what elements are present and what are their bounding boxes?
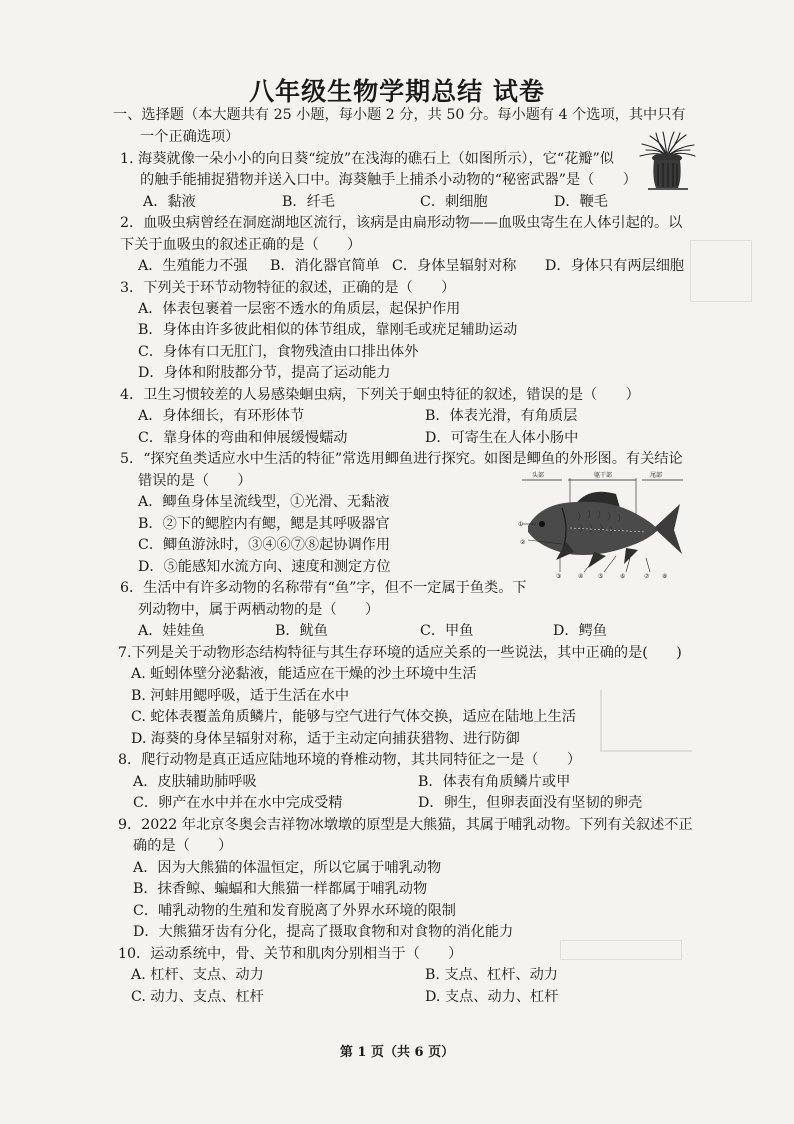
- bleed-through-table: [560, 940, 682, 960]
- question-4-option-b: B．体表光滑，有角质层: [425, 408, 578, 424]
- question-2-option-a: A．生殖能力不强: [138, 258, 248, 274]
- fish-label-trunk: 躯干部: [594, 472, 613, 479]
- fish-label-tail: 尾部: [650, 472, 663, 479]
- fish-number-3: ③: [556, 573, 562, 580]
- question-10-stem: 10．运动系统中，骨、关节和肌肉分别相当于（ ）: [118, 946, 463, 962]
- question-8-option-c: C．卵产在水中并在水中完成受精: [133, 795, 343, 811]
- page-title: 八年级生物学期总结 试卷: [249, 77, 545, 106]
- question-5-option-b: B．②下的鳃腔内有鳃，鳃是其呼吸器官: [138, 516, 390, 532]
- question-1-option-c: C．刺细胞: [420, 194, 488, 210]
- section-heading: 一、选择题（本大题共有 25 小题，每小题 2 分，共 50 分。每小题有 4 个选项，其中只有: [113, 107, 686, 123]
- question-6-stem: 6．生活中有许多动物的名称带有“鱼”字，但不一定属于鱼类。下: [120, 580, 527, 596]
- question-1-stem: 的触手能捕捉猎物并送入口中。海葵触手上捕杀小动物的“秘密武器”是（ ）: [140, 172, 637, 188]
- question-9-stem: 确的是（ ）: [133, 838, 233, 854]
- fish-number-4: ④: [578, 573, 584, 580]
- section-heading-cont: 一个正确选项）: [140, 129, 240, 145]
- question-1-option-d: D．鞭毛: [554, 194, 608, 210]
- fish-number-7: ⑦: [644, 573, 650, 580]
- bleed-through-box: [690, 240, 752, 302]
- question-5-option-c: C．鲫鱼游泳时，③④⑥⑦⑧起协调作用: [138, 537, 391, 553]
- question-7-option-d: D. 海葵的身体呈辐射对称，适于主动定向捕获猎物、进行防御: [131, 731, 520, 747]
- question-2-option-c: C．身体呈辐射对称: [392, 258, 517, 274]
- question-5-option-a: A．鲫鱼身体呈流线型，①光滑、无黏液: [138, 494, 390, 510]
- question-7-option-b: B. 河蚌用鳃呼吸，适于生活在水中: [131, 688, 350, 704]
- fish-label-head: 头部: [532, 472, 545, 479]
- question-4-stem: 4．卫生习惯较差的人易感染蛔虫病，下列关于蛔虫特征的叙述，错误的是（ ）: [120, 387, 640, 403]
- question-4-option-c: C．靠身体的弯曲和伸展缓慢蠕动: [138, 430, 348, 446]
- page-footer: 第 1 页（共 6 页）: [339, 1045, 455, 1060]
- fish-number-6: ⑥: [620, 573, 626, 580]
- question-6-option-b: B．鱿鱼: [275, 623, 328, 639]
- question-6-option-a: A．娃娃鱼: [138, 623, 205, 639]
- question-8-option-a: A．皮肤辅助肺呼吸: [133, 774, 257, 790]
- question-10-option-b: B. 支点、杠杆、动力: [425, 967, 558, 983]
- question-5-option-d: D．⑤能感知水流方向、速度和测定方位: [138, 559, 391, 575]
- question-9-stem: 9．2022 年北京冬奥会吉祥物冰墩墩的原型是大熊猫，其属于哺乳动物。下列有关叙述不正: [118, 817, 693, 833]
- question-9-option-c: C．哺乳动物的生殖和发育脱离了外界水环境的限制: [133, 903, 456, 919]
- bleed-through-figure: [600, 690, 692, 752]
- question-1-option-b: B．纤毛: [282, 194, 335, 210]
- question-3-option-b: B．身体由许多彼此相似的体节组成，靠刚毛或疣足辅助运动: [138, 322, 518, 338]
- question-10-option-a: A. 杠杆、支点、动力: [131, 967, 264, 983]
- question-1-option-a: A．黏液: [143, 194, 196, 210]
- question-2-option-d: D．身体只有两层细胞: [545, 258, 685, 274]
- question-7-option-c: C. 蛇体表覆盖角质鳞片，能够与空气进行气体交换，适应在陆地上生活: [131, 709, 576, 725]
- question-6-stem: 列动物中，属于两栖动物的是（ ）: [138, 602, 380, 618]
- question-5-stem: 错误的是（ ）: [138, 473, 252, 489]
- crucian-carp-figure: [518, 468, 688, 580]
- question-3-stem: 3．下列关于环节动物特征的叙述，正确的是（ ）: [120, 280, 456, 296]
- question-10-option-d: D. 支点、动力、杠杆: [425, 989, 559, 1005]
- question-6-option-c: C．甲鱼: [420, 623, 474, 639]
- question-2-stem: 2．血吸虫病曾经在洞庭湖地区流行，该病是由扁形动物——血吸虫寄生在人体引起的。以: [120, 215, 683, 231]
- fish-number-8: ⑧: [662, 573, 668, 580]
- question-7-stem: 7.下列是关于动物形态结构特征与其生存环境的适应关系的一些说法，其中正确的是( ): [118, 645, 682, 661]
- question-9-option-b: B．抹香鲸、蝙蝠和大熊猫一样都属于哺乳动物: [133, 881, 428, 897]
- fish-number-1: ①: [518, 521, 524, 528]
- fish-number-2: ②: [520, 539, 526, 546]
- question-5-stem: 5．“探究鱼类适应水中生活的特征”常选用鲫鱼进行探究。如图是鲫鱼的外形图。有关结论: [120, 451, 683, 467]
- question-2-option-b: B．消化器官简单: [270, 258, 380, 274]
- question-9-option-d: D．大熊猫牙齿有分化，提高了摄取食物和对食物的消化能力: [133, 924, 514, 940]
- question-9-option-a: A．因为大熊猫的体温恒定，所以它属于哺乳动物: [133, 860, 442, 876]
- question-4-option-a: A．身体细长，有环形体节: [138, 408, 305, 424]
- question-3-option-d: D．身体和附肢都分节，提高了运动能力: [138, 365, 391, 381]
- question-1-stem: 1. 海葵就像一朵小小的向日葵“绽放”在浅海的礁石上（如图所示），它“花瓣”似: [120, 151, 614, 167]
- question-10-option-c: C. 动力、支点、杠杆: [131, 989, 264, 1005]
- question-3-option-c: C．身体有口无肛门，食物残渣由口排出体外: [138, 344, 419, 360]
- question-7-option-a: A. 蚯蚓体壁分泌黏液，能适应在干燥的沙土环境中生活: [131, 666, 477, 682]
- question-8-option-b: B．体表有角质鳞片或甲: [418, 774, 571, 790]
- question-2-stem: 下关于血吸虫的叙述正确的是（ ）: [120, 237, 362, 253]
- question-6-option-d: D．鳄鱼: [553, 623, 607, 639]
- question-8-stem: 8．爬行动物是真正适应陆地环境的脊椎动物，其共同特征之一是（ ）: [118, 752, 582, 768]
- question-8-option-d: D．卵生，但卵表面没有坚韧的卵壳: [418, 795, 643, 811]
- question-4-option-d: D．可寄生在人体小肠中: [425, 430, 579, 446]
- question-3-option-a: A．体表包裹着一层密不透水的角质层，起保护作用: [138, 301, 461, 317]
- fish-number-5: ⑤: [598, 573, 604, 580]
- sea-anemone-figure: [636, 130, 698, 192]
